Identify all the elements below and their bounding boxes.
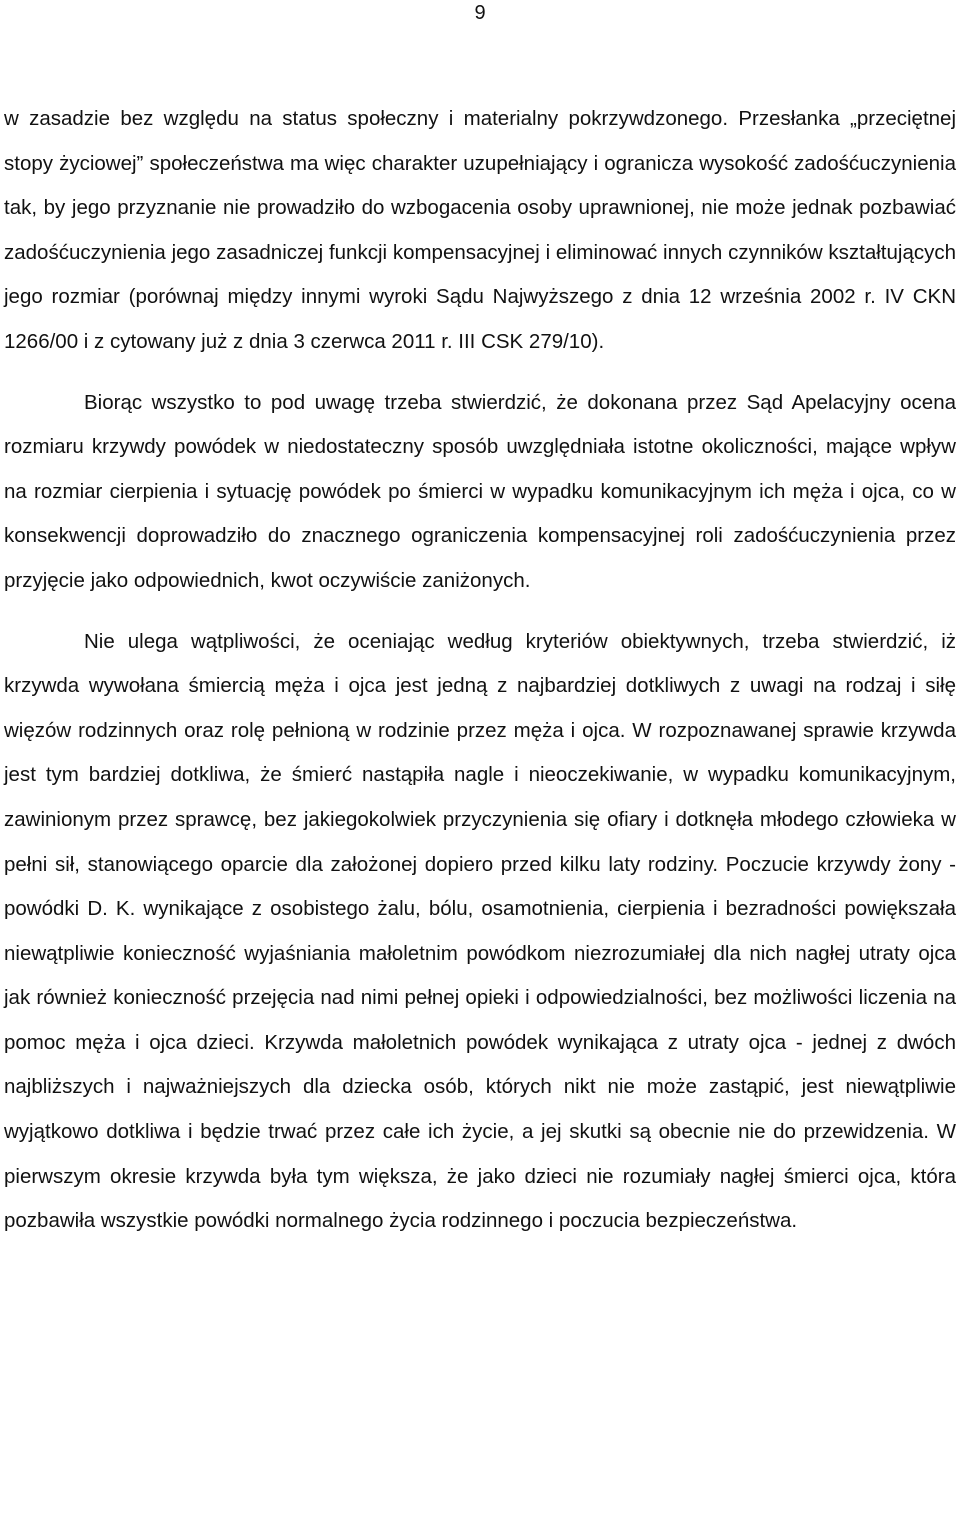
paragraph-1: w zasadzie bez względu na status społeczny i materialny pokrzywdzonego. Przesłanka „przeciętnej stopy życiowej” społeczeństwa ma więc charakter uzupełniający i ogranicza wysokość zadośćuczynienia tak, by jego przyznanie nie prowadziło do wzbogacenia osoby uprawnionej, nie może jednak pozbawiać zadośćuczynienia jego zasadniczej funkcji kompensacyjnej i eliminować innych czynników kształtujących jego rozmiar (porównaj między innymi wyroki Sądu Najwyższego z dnia 12 września 2002 r. IV CKN 1266/00 i z cytowany już z dnia 3 czerwca 2011 r. III CSK 279/10). [4,107,956,353]
document-body [4,97,956,1244]
paragraph-spacer [4,604,956,620]
paragraph-3: Nie ulega wątpliwości, że oceniając według kryteriów obiektywnych, trzeba stwierdzić, iż krzywda wywołana śmiercią męża i ojca jest jedną z najbardziej dotkliwych z uwagi na rodzaj i siłę więzów rodzinnych oraz rolę pełnioną w rodzinie przez męża i ojca. W rozpoznawanej sprawie krzywda jest tym bardziej dotkliwa, że śmierć nastąpiła nagle i nieoczekiwanie, w wypadku komunikacyjnym, zawinionym przez sprawcę, bez jakiegokolwiek przyczynienia się ofiary i dotknęła młodego człowieka w pełni sił, stanowiącego oparcie dla założonej dopiero przed kilku laty rodziny. Poczucie krzywdy żony - powódki D. K. wynikające z osobistego żalu, bólu, osamotnienia, cierpienia i bezradności powiększała niewątpliwie konieczność wyjaśniania małoletnim powódkom niezrozumiałej dla nich nagłej utraty ojca jak również konieczność przejęcia nad nimi pełnej opieki i odpowiedzialności, bez możliwości liczenia na pomoc męża i ojca dzieci. Krzywda małoletnich powódek wynikająca z utraty ojca - jednej z dwóch najbliższych i najważniejszych dla dziecka osób, których nikt nie może zastąpić, jest niewątpliwie wyjątkowo dotkliwa i będzie trwać przez całe ich życie, a jej skutki są obecnie nie do przewidzenia. W pierwszym okresie krzywda była tym większa, że jako dzieci nie rozumiały nagłej śmierci ojca, która pozbawiła wszystkie powódki normalnego życia rodzinnego i poczucia bezpieczeństwa. [4,629,956,1233]
paragraph-2: Biorąc wszystko to pod uwagę trzeba stwierdzić, że dokonana przez Sąd Apelacyjny ocena rozmiaru krzywdy powódek w niedostateczny sposób uwzględniała istotne okoliczności, mające wpływ na rozmiar cierpienia i sytuację powódek po śmierci w wypadku komunikacyjnym ich męża i ojca, co w konsekwencji doprowadziło do znacznego ograniczenia kompensacyjnej roli zadośćuczynienia przez przyjęcie jako odpowiednich, kwot oczywiście zaniżonych. [4,390,956,592]
page-number: 9 [474,2,486,24]
paragraph-spacer [4,365,956,381]
